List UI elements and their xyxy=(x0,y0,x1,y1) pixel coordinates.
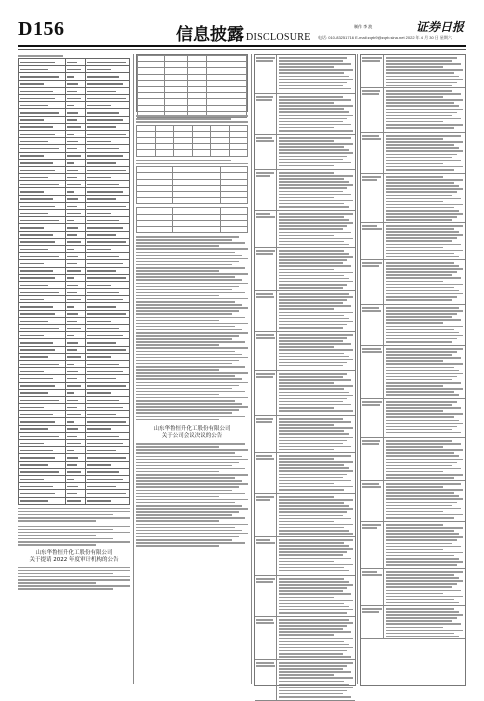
grid-row xyxy=(255,248,355,291)
notice-1-title: 关于公司会议决议的公告 xyxy=(161,433,223,440)
table-row xyxy=(19,346,130,353)
grid-row xyxy=(361,438,465,481)
header-rule-thin xyxy=(18,49,466,50)
editor-line: 制作 李 波 xyxy=(354,24,373,29)
grid-row xyxy=(361,174,465,223)
table-row xyxy=(19,174,130,181)
column-1-text xyxy=(18,526,130,546)
notice-1-body xyxy=(136,443,248,547)
table-row xyxy=(19,116,130,123)
column-3-grid xyxy=(254,54,356,686)
table-row xyxy=(19,389,130,396)
table-row xyxy=(19,210,130,217)
table-row xyxy=(19,224,130,231)
table-row xyxy=(19,95,130,102)
table-row xyxy=(19,152,130,159)
table-row xyxy=(19,238,130,245)
table-row xyxy=(19,281,130,288)
grid-row xyxy=(255,416,355,453)
grid-row xyxy=(255,291,355,332)
grid-row xyxy=(361,522,465,569)
table-row xyxy=(19,289,130,296)
table-row xyxy=(19,245,130,252)
grid-row xyxy=(255,55,355,94)
table-row xyxy=(19,325,130,332)
table-row xyxy=(19,447,130,454)
column-2-para-2 xyxy=(136,160,248,165)
table-row xyxy=(19,102,130,109)
table-row xyxy=(19,138,130,145)
grid-row xyxy=(361,133,465,174)
table-row xyxy=(19,130,130,137)
grid-row xyxy=(361,223,465,260)
table-row xyxy=(19,432,130,439)
table-row xyxy=(19,490,130,497)
table-row xyxy=(19,87,130,94)
grid-row xyxy=(361,606,465,639)
table-row xyxy=(19,418,130,425)
grid-row xyxy=(255,537,355,576)
table-row xyxy=(19,73,130,80)
table-row xyxy=(19,195,130,202)
column-divider-2 xyxy=(251,54,252,684)
table-row xyxy=(19,296,130,303)
table-row xyxy=(19,497,130,504)
column-2-table-c xyxy=(136,207,248,233)
table-row xyxy=(19,159,130,166)
table-caption xyxy=(18,55,63,57)
grid-row xyxy=(361,55,465,88)
table-row xyxy=(19,166,130,173)
notice-1-heading xyxy=(136,426,248,440)
table-row xyxy=(19,267,130,274)
table-row xyxy=(19,475,130,482)
table-row xyxy=(19,202,130,209)
column-2 xyxy=(136,54,248,684)
column-1-table xyxy=(18,54,130,684)
disclosure-table xyxy=(18,58,130,505)
table-row xyxy=(19,80,130,87)
column-2-table-a xyxy=(136,125,248,157)
grid-row xyxy=(255,371,355,416)
column-1-footnote xyxy=(18,508,130,522)
column-4-grid xyxy=(360,54,466,686)
table-row xyxy=(19,109,130,116)
section-title xyxy=(176,20,311,45)
page-header xyxy=(18,18,466,44)
grid-row xyxy=(255,211,355,248)
grid-row xyxy=(255,617,355,660)
company-info-table xyxy=(137,55,247,118)
grid-row xyxy=(361,346,465,399)
column-divider-3 xyxy=(357,54,358,684)
grid-row xyxy=(255,332,355,371)
grid-row xyxy=(255,170,355,211)
grid-row xyxy=(361,481,465,522)
table-row xyxy=(19,66,130,73)
grid-row xyxy=(361,399,465,438)
notice-2-heading xyxy=(18,550,130,564)
contact-line: 电话: 010-83251716 E-mail:zqrb9@zqrb.sina.net 2022 年 4 月 30 日 星期六 xyxy=(318,35,452,40)
table-row xyxy=(19,123,130,130)
page-number: D156 xyxy=(18,18,65,40)
table-row xyxy=(19,396,130,403)
table-row xyxy=(19,317,130,324)
table-row xyxy=(19,332,130,339)
table-row xyxy=(19,231,130,238)
table-row xyxy=(19,425,130,432)
column-2-table-b xyxy=(136,166,248,204)
table-row xyxy=(19,368,130,375)
table-row xyxy=(19,468,130,475)
table-row xyxy=(19,454,130,461)
table-row xyxy=(19,260,130,267)
notice-2-body xyxy=(18,567,130,590)
table-row xyxy=(19,145,130,152)
table-row xyxy=(19,440,130,447)
section-title-cn: 信息披露 xyxy=(176,25,244,45)
column-divider-1 xyxy=(133,54,134,684)
table-row xyxy=(19,404,130,411)
grid-row xyxy=(255,453,355,494)
table-row xyxy=(19,339,130,346)
table-row xyxy=(19,353,130,360)
column-2-body-text xyxy=(136,236,248,420)
notice-1-company: 山东华鲁恒升化工股份有限公司 xyxy=(153,426,231,433)
table-row xyxy=(19,375,130,382)
company-info-box xyxy=(136,54,248,112)
header-rule-thick xyxy=(18,45,466,47)
notice-2-title: 关于提请 2022 年度审计机构的公告 xyxy=(29,556,119,563)
column-2-para-1 xyxy=(136,115,248,123)
table-row xyxy=(19,188,130,195)
table-row xyxy=(19,360,130,367)
grid-row xyxy=(255,660,355,701)
grid-row xyxy=(361,260,465,305)
table-row xyxy=(19,253,130,260)
table-row xyxy=(19,411,130,418)
grid-row xyxy=(255,494,355,537)
grid-row xyxy=(255,135,355,170)
section-title-en: DISCLOSURE xyxy=(246,32,311,43)
table-row xyxy=(19,382,130,389)
table-row xyxy=(19,483,130,490)
table-row xyxy=(19,59,130,66)
table-row xyxy=(19,310,130,317)
table-row xyxy=(19,461,130,468)
grid-row xyxy=(255,94,355,135)
table-row xyxy=(19,217,130,224)
table-row xyxy=(19,181,130,188)
table-row xyxy=(19,303,130,310)
notice-2-company: 山东华鲁恒升化工股份有限公司 xyxy=(35,549,113,556)
grid-row xyxy=(361,569,465,606)
grid-row xyxy=(361,305,465,346)
newspaper-logo: 证券日报 xyxy=(415,20,464,34)
table-row xyxy=(19,274,130,281)
grid-row xyxy=(255,576,355,617)
grid-row xyxy=(361,88,465,133)
